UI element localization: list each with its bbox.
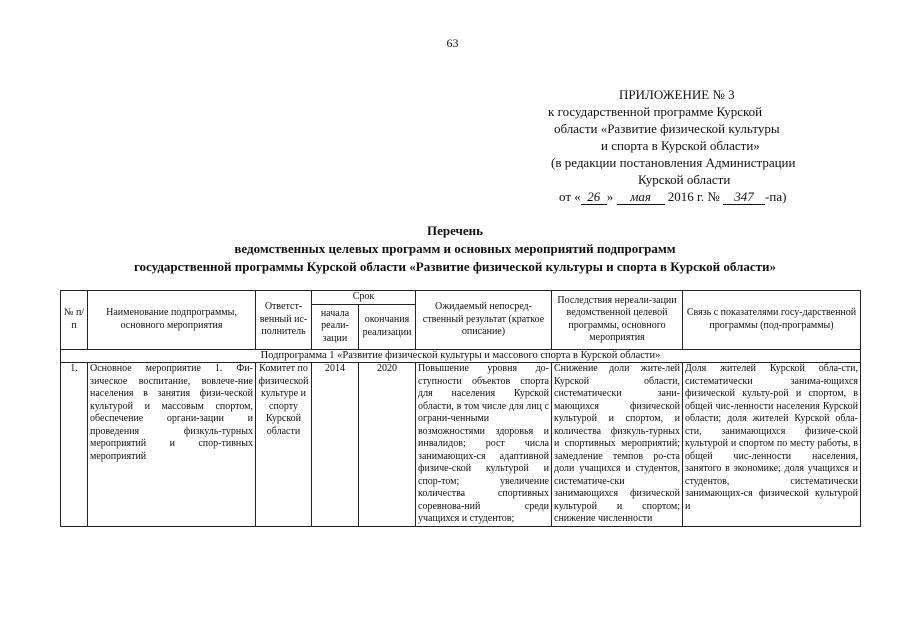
- date-day: 26: [581, 190, 607, 205]
- title-line: государственной программы Курской области «Развитие физической культуры и спорта в Курской области»: [133, 259, 777, 274]
- appendix-block: [526, 86, 886, 205]
- document-title: [40, 222, 870, 276]
- date-year: 2016 г. №: [667, 189, 720, 204]
- header-num: № п/п: [61, 291, 88, 350]
- appendix-line: области «Развитие физической культуры: [554, 121, 780, 136]
- header-name: Наименование подпрограммы, основного мероприятия: [88, 291, 256, 350]
- doc-number: 347: [723, 190, 765, 205]
- date-prefix: от «: [559, 189, 581, 204]
- title-line: ведомственных целевых программ и основных мероприятий подпрограмм: [234, 241, 676, 256]
- row-link: Доля жителей Курской обла-сти, систематически занима-ющихся физической культу-рой и спортом, в общей чис-ленности населения Курской области; доля жителей Курской обла-сти, занимающихся физиче-ской культурой и спортом по месту работы, в общей чис-ленности населения, занятого в экономике; доля учащихся и студентов, систематически занимающих-ся физической культурой и: [683, 363, 861, 527]
- appendix-date-line: [526, 188, 886, 205]
- table-row: [61, 363, 861, 527]
- header-start: начала реали-зации: [312, 304, 359, 349]
- header-term: Срок: [312, 291, 416, 305]
- row-num: 1.: [61, 363, 88, 527]
- appendix-line: к государственной программе Курской: [548, 104, 763, 119]
- title-line: Перечень: [426, 223, 484, 238]
- header-expected: Ожидаемый непосред-ственный результат (краткое описание): [416, 291, 552, 350]
- date-month: мая: [617, 190, 665, 205]
- row-name: Основное мероприятие 1. Фи-зическое воспитание, вовлече-ние населения в занятия физи-ческой культурой и массовым спортом, обеспечение органи-зации и проведения физкуль-турных мероприятий и спор-тивных мероприятий: [88, 363, 256, 527]
- row-start: 2014: [312, 363, 359, 527]
- row-consequences: Снижение доли жите-лей Курской области, систематически зани-мающихся физической культурой и спортом, и количества физкуль-турных и спортивных мероприятий; замедление темпов ро-ста доли учащихся и студентов, систематиче-ски занимающихся физической культурой и спортом; снижение численности: [552, 363, 683, 527]
- appendix-line: Курской области: [638, 172, 731, 187]
- row-end: 2020: [359, 363, 416, 527]
- programs-table: [60, 290, 861, 527]
- row-responsible: Комитет по физической культуре и спорту Курской области: [256, 363, 312, 527]
- header-consequences: Последствия нереали-зации ведомственной целевой программы, основного мероприятия: [552, 291, 683, 350]
- page-number: 63: [446, 36, 459, 50]
- date-mid: »: [606, 189, 614, 204]
- header-link: Связь с показателями госу-дарственной программы (под-программы): [683, 291, 861, 350]
- appendix-title: ПРИЛОЖЕНИЕ № 3: [619, 87, 735, 102]
- subprogram-title: Подпрограмма 1 «Развитие физической культуры и массового спорта в Курской области»: [61, 349, 861, 363]
- row-expected: Повышение уровня до-ступности объектов спорта для населения Курской области, в том числе для лиц с ограни-ченными возможностями здоровья и инвалидов; рост числа занимающих-ся адаптивной физиче-ской культурой и спор-том; увеличение количества спортивных соревнова-ний среди учащихся и студентов;: [416, 363, 552, 527]
- appendix-line: и спорта в Курской области»: [601, 138, 760, 153]
- header-end: окончания реализации: [359, 304, 416, 349]
- header-responsible: Ответст-венный ис-полнитель: [256, 291, 312, 350]
- appendix-line: (в редакции постановления Администрации: [551, 155, 796, 170]
- doc-suffix: -па): [765, 189, 787, 204]
